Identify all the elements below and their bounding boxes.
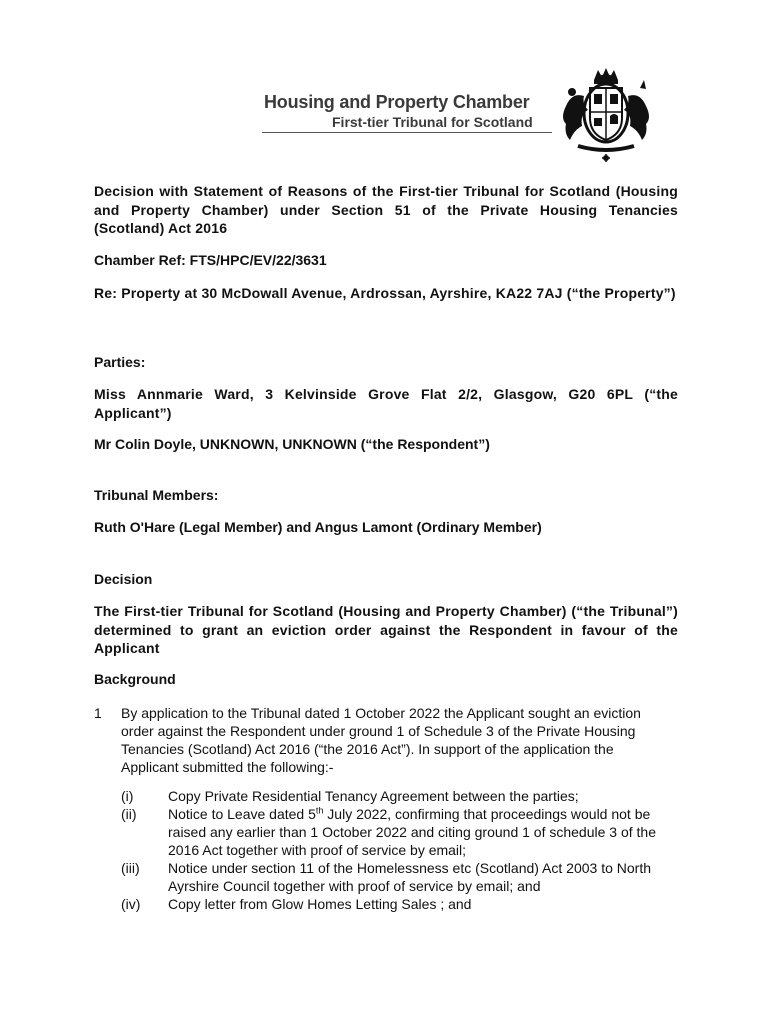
list-item-text: Copy Private Residential Tenancy Agreement between the parties; xyxy=(168,788,579,804)
letterhead-rule xyxy=(262,132,552,133)
tribunal-members-heading: Tribunal Members: xyxy=(94,487,219,503)
tribunal-subtitle: First-tier Tribunal for Scotland xyxy=(332,114,533,130)
decision-section-heading: Decision xyxy=(94,571,153,587)
tribunal-members-text: Ruth O'Hare (Legal Member) and Angus Lamont (Ordinary Member) xyxy=(94,519,542,535)
royal-coat-of-arms-icon xyxy=(558,66,654,162)
list-item-text xyxy=(168,805,668,859)
letterhead xyxy=(262,64,692,164)
paragraph-number: 1 xyxy=(94,705,102,721)
decision-text: The First-tier Tribunal for Scotland (Housing and Property Chamber) (“the Tribunal”) determined to grant an eviction order against the Respondent in favour of the Applicant xyxy=(94,603,678,656)
list-item-text: Notice under section 11 of the Homelessness etc (Scotland) Act 2003 to North Ayrshire Council together with proof of service by email; and xyxy=(168,860,651,894)
decision-heading: Decision with Statement of Reasons of the First-tier Tribunal for Scotland (Housing and Property Chamber) under Section 51 of the Private Housing Tenancies (Scotland) Act 2016 xyxy=(94,183,678,236)
list-item-text: Copy letter from Glow Homes Letting Sales ; and xyxy=(168,896,472,912)
paragraph-text: By application to the Tribunal dated 1 October 2022 the Applicant sought an eviction order against the Respondent under ground 1 of Schedule 3 of the Private Housing Tenancies (Scotland) Act 2016 (“the 2016 Act”). In support of the application the Applicant submitted the following:- xyxy=(121,705,641,775)
list-item-text-before: Notice to Leave dated 5 xyxy=(168,806,316,822)
chamber-title: Housing and Property Chamber xyxy=(264,92,530,112)
background-heading: Background xyxy=(94,671,176,687)
ordinal-suffix: th xyxy=(315,805,324,816)
property-reference: Re: Property at 30 McDowall Avenue, Ardrossan, Ayrshire, KA22 7AJ (“the Property”) xyxy=(94,285,676,301)
list-item-number: (ii) xyxy=(121,806,137,822)
list-item-number: (iv) xyxy=(121,896,141,912)
chamber-reference: Chamber Ref: FTS/HPC/EV/22/3631 xyxy=(94,252,327,268)
applicant-details: Miss Annmarie Ward, 3 Kelvinside Grove Flat 2/2, Glasgow, G20 6PL (“the Applicant”) xyxy=(94,386,678,421)
list-item-number: (iii) xyxy=(121,860,140,876)
respondent-details: Mr Colin Doyle, UNKNOWN, UNKNOWN (“the Respondent”) xyxy=(94,436,490,452)
parties-heading: Parties: xyxy=(94,354,146,370)
list-item-text-after: July 2022, confirming that proceedings would not be raised any earlier than 1 October 2022 and citing ground 1 of schedule 3 of the 2016 Act together with proof of service by email; xyxy=(168,806,656,858)
list-item-number: (i) xyxy=(121,788,134,804)
